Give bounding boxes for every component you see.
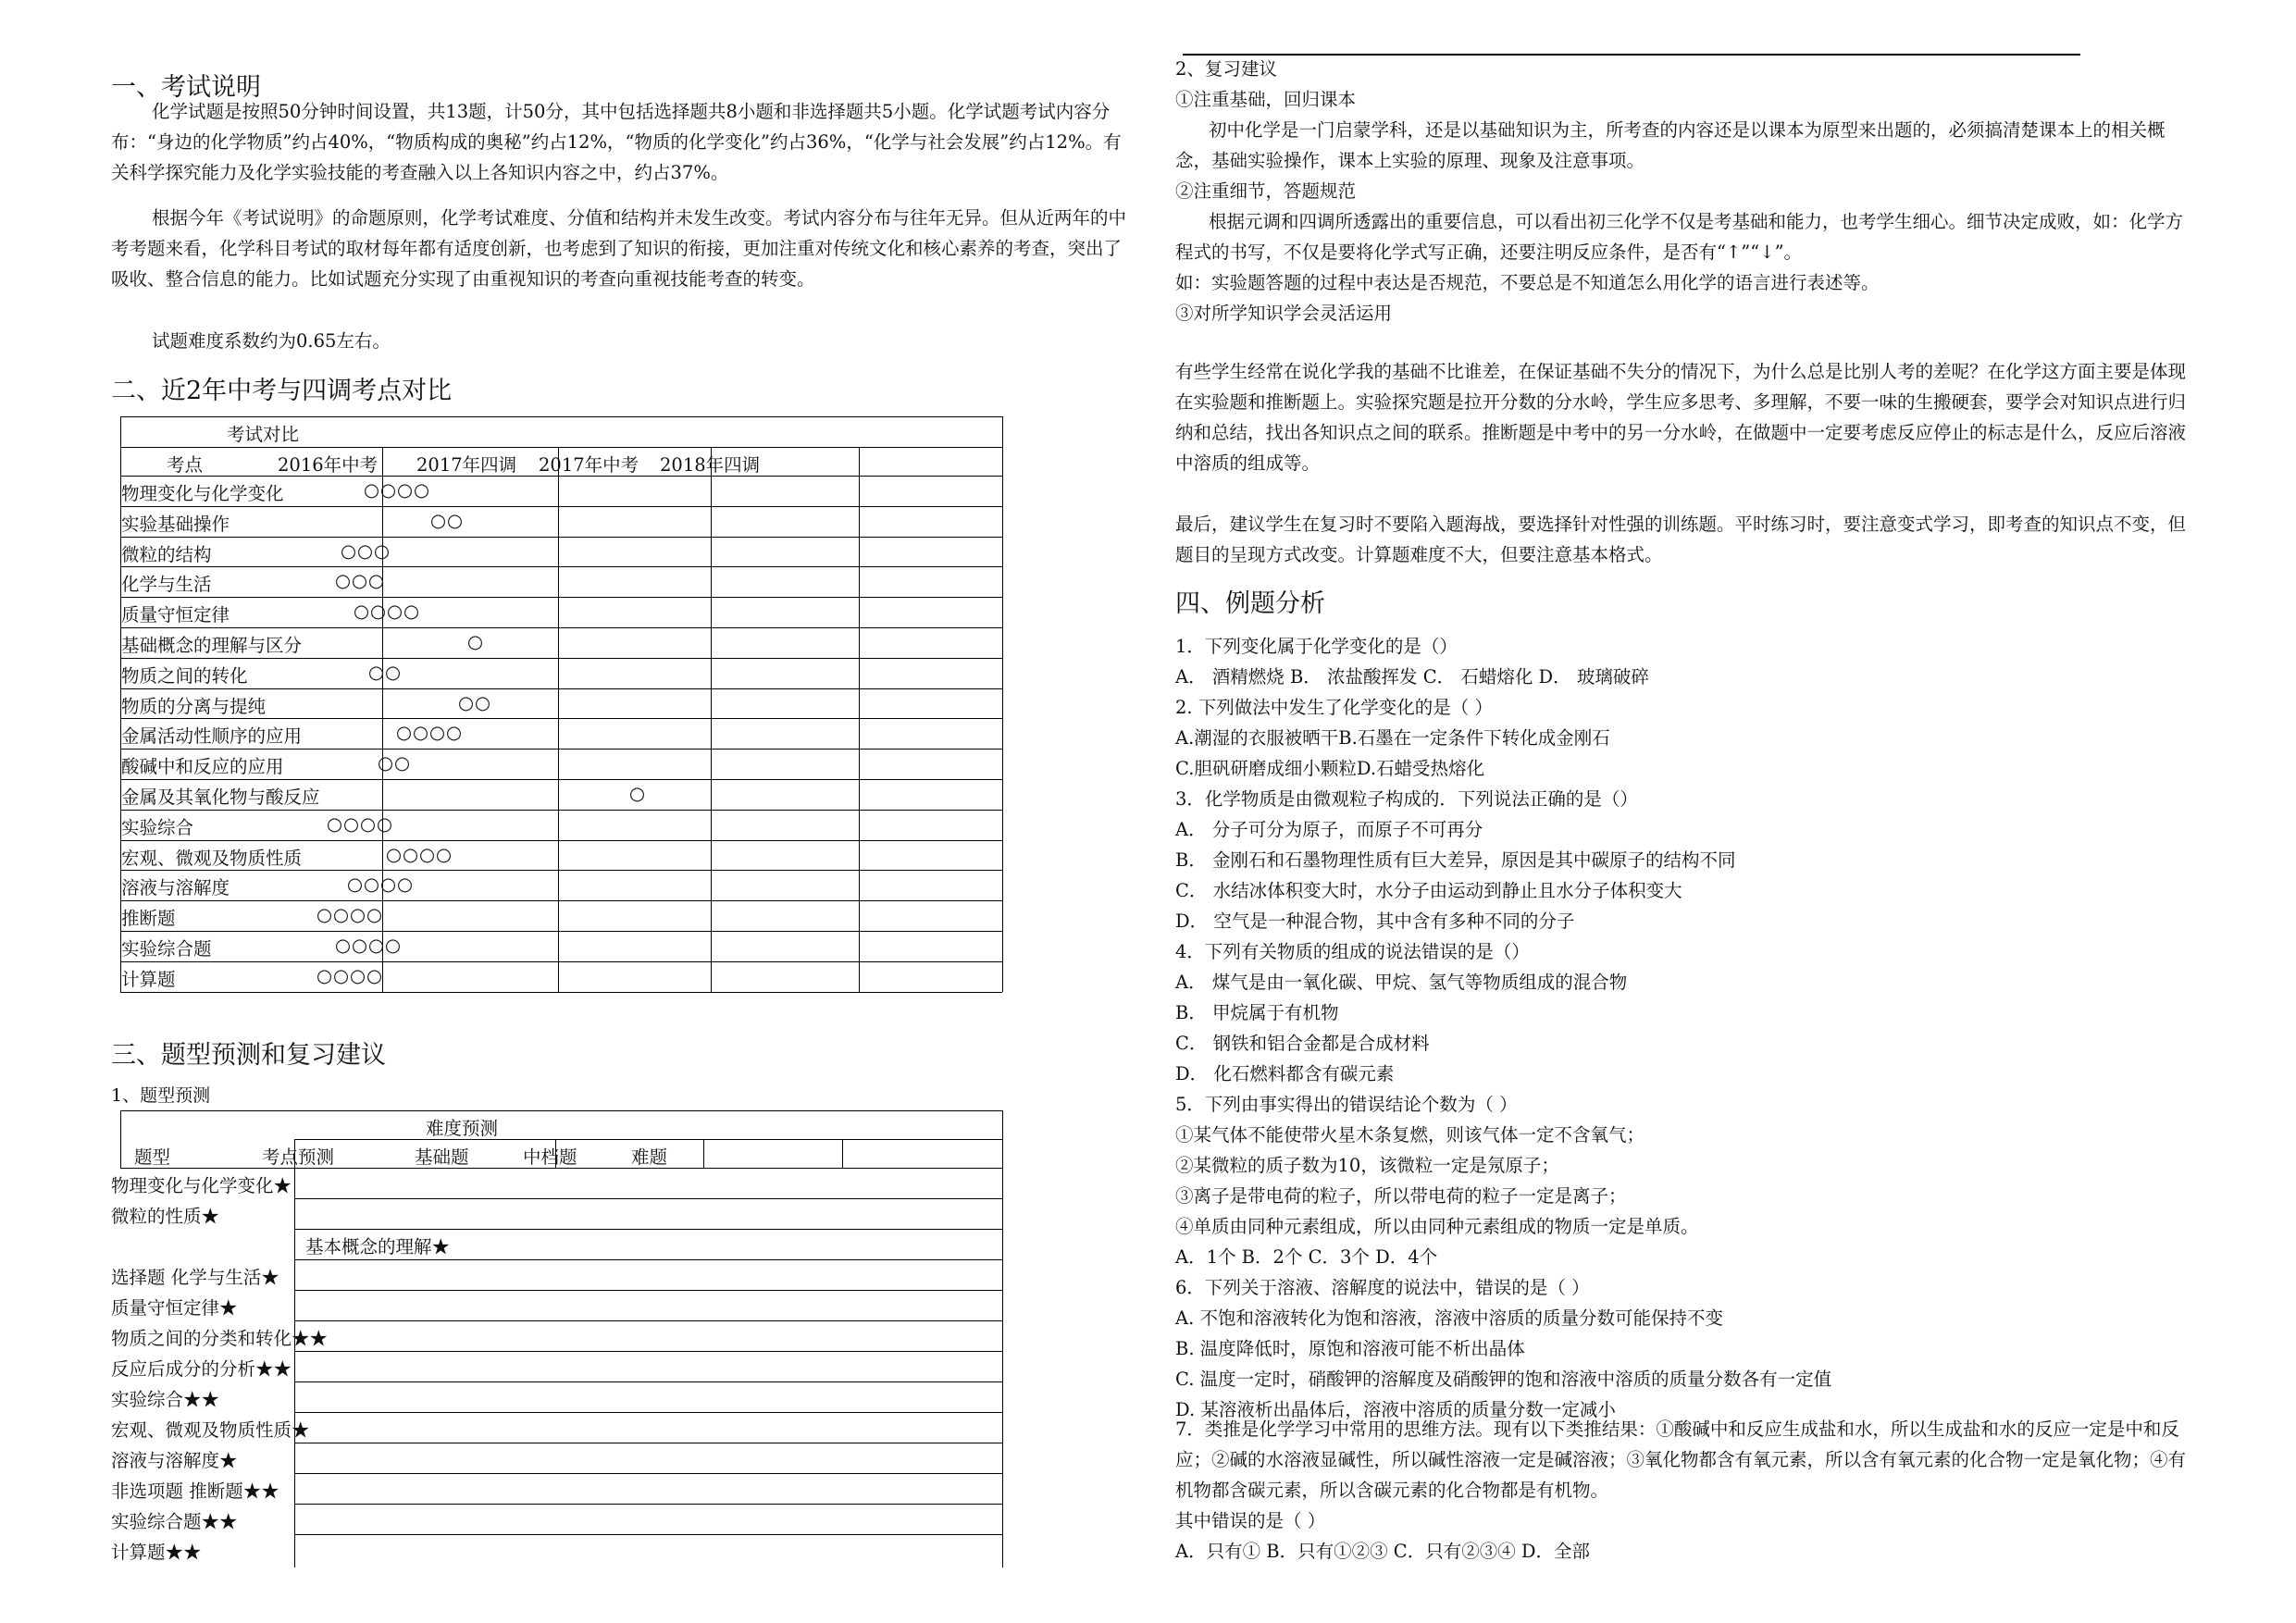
- table2-row-label: 计算题★★: [111, 1542, 202, 1563]
- table-row-marks: ○○○○: [335, 935, 403, 956]
- question-line: C. 温度一定时，硝酸钾的溶解度及硝酸钾的饱和溶液中溶质的质量分数各有一定值: [1175, 1369, 1832, 1390]
- table2-header-col-line: [842, 1139, 843, 1168]
- table2-row-label: 宏观、微观及物质性质★: [111, 1419, 310, 1441]
- advice-2-paragraph: 根据元调和四调所透露出的重要信息，可以看出初三化学不仅是考基础和能力，也考学生细心。细节决定成败，如：化学方程式的书写，不仅是要将化学式写正确，还要注明反应条件，是否有“↑”“↓”。: [1175, 211, 2184, 263]
- table-row-label: 实验基础操作: [121, 513, 230, 535]
- table-row-line: [120, 749, 1002, 750]
- question-line: A.潮湿的衣服被晒干B.石墨在一定条件下转化成金刚石: [1175, 727, 1610, 749]
- table-row-line: [120, 870, 1002, 871]
- exam-description-paragraph-1: 化学试题是按照50分钟时间设置，共13题，计50分，其中包括选择题共8小题和非选择题共5小题。化学试题考试内容分布：“身边的化学物质”约占40%，“物质构成的奥秘”约占12%，“物质的化学变化”约占36%，“化学与社会发展”约占12%。有关科学探究能力及化学实验技能的考查融入以上各知识内容之中，约占37%。: [111, 101, 1122, 183]
- table-row-label: 宏观、微观及物质性质: [121, 847, 303, 869]
- table-row-marks: ○○○: [335, 570, 386, 592]
- table-row-line: [120, 597, 1002, 598]
- table-header-col: 考点: [167, 454, 204, 476]
- table-row-label: 推断题: [121, 908, 176, 930]
- section-1-title: 一、考试说明: [111, 73, 261, 102]
- question-line: A． 酒精燃烧 B． 浓盐酸挥发 C． 石蜡熔化 D． 玻璃破碎: [1175, 666, 1649, 688]
- table-row-marks: ○: [629, 783, 647, 804]
- table2-border-top: [120, 1110, 1002, 1111]
- table2-row-label: 实验综合★★: [111, 1389, 220, 1410]
- table-row-label: 物理变化与化学变化: [121, 483, 284, 504]
- table-row-marks: ○○○○: [327, 812, 394, 835]
- table2-header-col: 考点预测: [262, 1146, 335, 1168]
- table-row-marks: ○: [467, 631, 485, 652]
- table-border-right: [1002, 416, 1003, 992]
- question-7: 7．类推是化学学习中常用的思维方法。现有以下类推结果：①酸碱中和反应生成盐和水，所以生成盐和水的反应一定是中和反应；②碱的水溶液显碱性，所以碱性溶液一定是碱溶液；③氧化物都含有氧元素，所以含有氧元素的化合物一定是氧化物；④有机物都含碳元素，所以含碳元素的化合物都是有机物。: [1175, 1419, 2187, 1501]
- top-divider-line: [1183, 54, 2080, 56]
- question-line: ③离子是带电荷的粒子，所以带电荷的粒子一定是离子；: [1175, 1185, 1627, 1207]
- question-line: C． 水结冰体积变大时，水分子由运动到静止且水分子体积变大: [1175, 880, 1682, 901]
- table2-border-left: [120, 1110, 121, 1168]
- table2-row-label: 选择题 化学与生活★: [111, 1267, 279, 1288]
- table-row-label: 金属活动性顺序的应用: [121, 725, 303, 748]
- table-row-marks: ○○○○: [396, 722, 464, 744]
- table-row-marks: ○○: [368, 661, 403, 683]
- table-column-line: [558, 447, 559, 992]
- table2-row-line: [294, 1473, 1002, 1474]
- table-border-top: [120, 416, 1002, 417]
- question-line: 2. 下列做法中发生了化学变化的是（ ）: [1175, 697, 1494, 718]
- table-row-line: [120, 566, 1002, 567]
- table2-row-line: [294, 1381, 1002, 1382]
- table-row-marks: ○○: [378, 752, 412, 774]
- table-row-marks: ○○○○: [354, 601, 421, 623]
- question-line: 1．下列变化属于化学变化的是（）: [1175, 636, 1458, 657]
- table-row-marks: ○○○: [341, 539, 391, 562]
- table-row-line: [120, 961, 1002, 962]
- table-row-label: 微粒的结构: [121, 543, 212, 565]
- question-line: A．1个 B．2个 C．3个 D．4个: [1175, 1246, 1438, 1268]
- table-row-marks: ○○○○: [347, 873, 415, 896]
- question-line: C.胆矾研磨成细小颗粒D.石蜡受热熔化: [1175, 758, 1485, 779]
- advice-2-paragraph-2: 如：实验题答题的过程中表达是否规范，不要总是不知道怎么用化学的语言进行表述等。: [1175, 272, 1880, 293]
- table2-header-col: 难题: [631, 1146, 668, 1168]
- table-row-marks: ○○○○: [316, 904, 384, 926]
- table-row-line: [120, 627, 1002, 628]
- table2-header-title: 难度预测: [426, 1118, 499, 1139]
- table-row-line: [120, 688, 1002, 689]
- question-line: C． 钢铁和铝合金都是合成材料: [1175, 1033, 1430, 1054]
- table2-row-line: [294, 1259, 1002, 1260]
- table-row-line: [120, 931, 1002, 932]
- table2-row-label: 实验综合题★★: [111, 1511, 238, 1532]
- table-column-line: [859, 447, 860, 992]
- question-line: ①某气体不能使带火星木条复燃，则该气体一定不含氧气；: [1175, 1124, 1645, 1146]
- question-line: 6．下列关于溶液、溶解度的说法中，错误的是（ ）: [1175, 1277, 1590, 1298]
- table2-row-line: [294, 1290, 1002, 1291]
- question-line: D． 化石燃料都含有碳元素: [1175, 1063, 1395, 1084]
- table-row-label: 实验综合题: [121, 938, 212, 960]
- question-line: 3．化学物质是由微观粒子构成的．下列说法正确的是（）: [1175, 788, 1638, 810]
- question-line: A． 分子可分为原子，而原子不可再分: [1175, 819, 1483, 840]
- table-column-line: [711, 447, 712, 992]
- table-row-line: [120, 840, 1002, 841]
- table2-column-line: [294, 1168, 295, 1567]
- question-line: D． 空气是一种混合物，其中含有多种不同的分子: [1175, 911, 1575, 932]
- final-advice-paragraph: 最后，建议学生在复习时不要陷入题海战，要选择针对性强的训练题。平时练习时，要注意变式学习，即考查的知识点不变，但题目的呈现方式改变。计算题难度不大，但要注意基本格式。: [1175, 514, 2187, 565]
- section-2-title: 二、近2年中考与四调考点对比: [111, 377, 453, 405]
- question-line: D. 某溶液析出晶体后，溶液中溶质的质量分数一定减小: [1175, 1399, 1616, 1420]
- table-row-label: 质量守恒定律: [121, 604, 230, 626]
- table-row-line: [120, 537, 1002, 538]
- table2-row-label: 物理变化与化学变化★: [111, 1175, 292, 1196]
- table2-border-right: [1002, 1110, 1003, 1567]
- table2-row-label: 基本概念的理解★: [305, 1236, 451, 1258]
- table2-row-label: 非选项题 推断题★★: [111, 1481, 279, 1502]
- table-row-label: 溶液与溶解度: [121, 877, 230, 899]
- table-row-line: [120, 658, 1002, 659]
- table-row-marks: ○○○○: [386, 843, 453, 865]
- table-row-line: [120, 900, 1002, 901]
- table2-header-col: 题型: [134, 1146, 171, 1168]
- question-line: B. 温度降低时，原饱和溶液可能不析出晶体: [1175, 1338, 1525, 1359]
- table2-row-label: 物质之间的分类和转化★★: [111, 1328, 329, 1349]
- table-row-label: 化学与生活: [121, 574, 212, 596]
- table-row-line: [120, 779, 1002, 780]
- table-row-label: 基础概念的理解与区分: [121, 635, 303, 656]
- table-row-label: 金属及其氧化物与酸反应: [121, 787, 320, 808]
- question-7-prompt: 其中错误的是（ ）: [1175, 1510, 1326, 1531]
- advice-2-heading: ②注重细节，答题规范: [1175, 180, 1357, 202]
- table-row-marks: ○○○○: [364, 479, 431, 501]
- table2-header-col: 基础题: [415, 1146, 469, 1168]
- table2-row-label: 溶液与溶解度★: [111, 1450, 238, 1471]
- table2-header-divider: [294, 1139, 1002, 1140]
- table-header-divider: [120, 447, 1002, 448]
- table-header-col: 2017年中考: [539, 454, 639, 476]
- advice-1-heading: ①注重基础，回归课本: [1175, 89, 1357, 110]
- table-row-marks: ○○: [430, 509, 465, 531]
- table2-header-col: 中档题: [523, 1146, 577, 1168]
- table-row-label: 计算题: [121, 968, 176, 990]
- table2-row-line: [294, 1320, 1002, 1321]
- table-row-label: 实验综合: [121, 816, 194, 838]
- table-row-line: [120, 992, 1002, 993]
- question-line: B． 金刚石和石墨物理性质有巨大差异，原因是其中碳原子的结构不同: [1175, 849, 1736, 871]
- table-row-line: [120, 810, 1002, 811]
- table-header-col: 2018年四调: [660, 454, 761, 476]
- question-line: ④单质由同种元素组成，所以由同种元素组成的物质一定是单质。: [1175, 1216, 1699, 1237]
- table-header-col: 2017年四调: [416, 454, 517, 476]
- table-header-col: 2016年中考: [278, 454, 379, 476]
- table2-row-line: [294, 1351, 1002, 1352]
- table2-row-line: [294, 1229, 1002, 1230]
- experiment-inference-paragraph: 有些学生经常在说化学我的基础不比谁差，在保证基础不失分的情况下，为什么总是比别人考的差呢？在化学这方面主要是体现在实验题和推断题上。实验探究题是拉开分数的分水岭，学生应多思考、多理解，不要一味的生搬硬套，要学会对知识点进行归纳和总结，找出各知识点之间的联系。推断题是中考中的另一分水岭，在做题中一定要考虑反应停止的标志是什么，反应后溶液中溶质的组成等。: [1175, 361, 2187, 474]
- subsection-question-type-prediction: 1、题型预测: [111, 1085, 211, 1106]
- question-line: 4．下列有关物质的组成的说法错误的是（）: [1175, 941, 1530, 962]
- table2-row-line: [294, 1412, 1002, 1413]
- question-line: ②某微粒的质子数为10，该微粒一定是氖原子；: [1175, 1155, 1559, 1176]
- table2-row-line: [294, 1198, 1002, 1199]
- table2-row-line: [294, 1534, 1002, 1535]
- table-row-line: [120, 718, 1002, 719]
- question-line: A． 煤气是由一氧化碳、甲烷、氢气等物质组成的混合物: [1175, 972, 1628, 993]
- question-line: A. 不饱和溶液转化为饱和溶液，溶液中溶质的质量分数可能保持不变: [1175, 1307, 1723, 1329]
- table2-row-label: 质量守恒定律★: [111, 1297, 238, 1319]
- table-row-label: 酸碱中和反应的应用: [121, 756, 284, 778]
- section-3-title: 三、题型预测和复习建议: [111, 1041, 386, 1070]
- question-line: 5．下列由事实得出的错误结论个数为（ ）: [1175, 1094, 1518, 1115]
- table-row-marks: ○○○○: [316, 964, 384, 986]
- table2-row-label: 反应后成分的分析★★: [111, 1358, 292, 1380]
- advice-3-heading: ③对所学知识学会灵活运用: [1175, 303, 1393, 324]
- table-row-label: 物质之间的转化: [121, 664, 248, 687]
- advice-1-paragraph: 初中化学是一门启蒙学科，还是以基础知识为主，所考查的内容还是以课本为原型来出题的，必须搞清楚课本上的相关概念，基础实验操作，课本上实验的原理、现象及注意事项。: [1175, 119, 2166, 171]
- subsection-review-advice: 2、复习建议: [1175, 58, 1277, 80]
- section-4-title: 四、例题分析: [1175, 589, 1325, 618]
- question-line: B． 甲烷属于有机物: [1175, 1002, 1339, 1023]
- table2-row-label: 微粒的性质★: [111, 1206, 220, 1227]
- exam-description-paragraph-2: 根据今年《考试说明》的命题原则，化学考试难度、分值和结构并未发生改变。考试内容分布与往年无异。但从近两年的中考考题来看，化学科目考试的取材每年都有适度创新，也考虑到了知识的衔接，更加注重对传统文化和核心素养的考查，突出了吸收、整合信息的能力。比如试题充分实现了由重视知识的考查向重视技能考查的转变。: [111, 207, 1127, 290]
- table2-header-col-line: [703, 1139, 704, 1168]
- table-row-label: 物质的分离与提纯: [121, 695, 267, 717]
- table-header-title: 考试对比: [227, 424, 300, 445]
- difficulty-coefficient: 试题难度系数约为0.65左右。: [152, 330, 391, 352]
- table2-row-line: [294, 1504, 1002, 1505]
- question-7-options: A．只有① B．只有①②③ C．只有②③④ D．全部: [1175, 1541, 1591, 1562]
- table-row-marks: ○○: [458, 691, 492, 713]
- table-row-line: [120, 506, 1002, 507]
